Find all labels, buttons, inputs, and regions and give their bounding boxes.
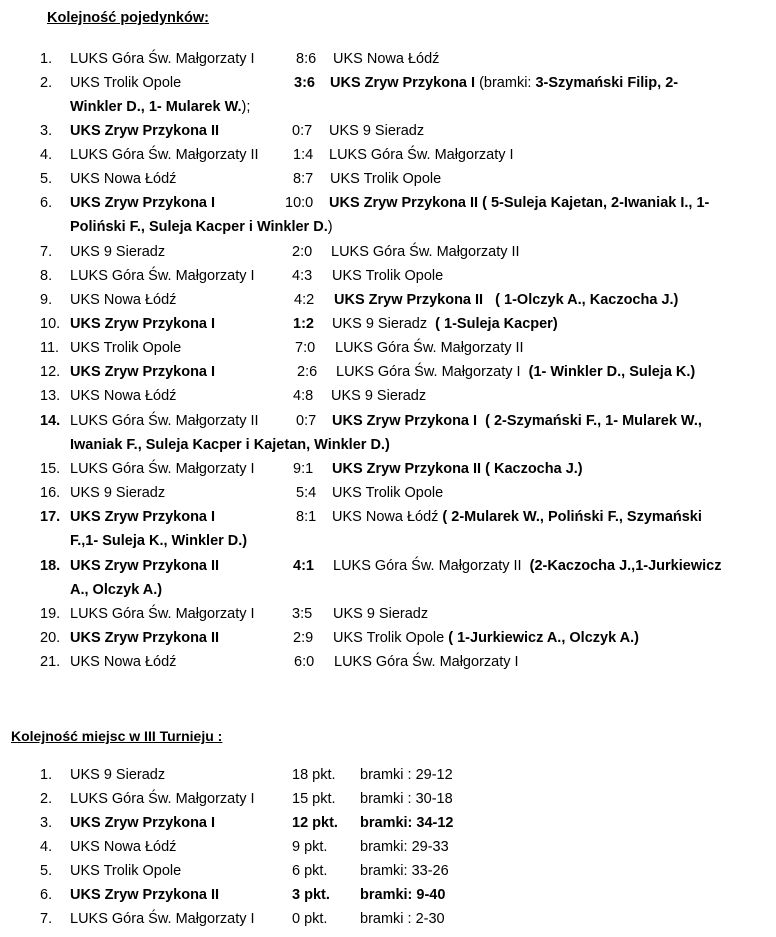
match-row — [0, 167, 776, 191]
match-row — [0, 336, 776, 360]
standings-row — [0, 811, 776, 835]
matches-heading: Kolejność pojedynków: — [47, 10, 209, 26]
match-number: 12. — [40, 364, 61, 380]
goal-scorers: Poliński F., Suleja Kacper i Winkler D. — [70, 219, 328, 235]
goals: bramki : 30-18 — [360, 791, 453, 807]
match-row — [0, 312, 776, 336]
match-row-continuation — [0, 215, 776, 239]
goal-scorers: (1- Winkler D., Suleja K.) — [528, 364, 696, 380]
score: 0:7 — [296, 413, 317, 429]
score: 6:0 — [294, 654, 315, 670]
match-row — [0, 554, 776, 578]
score: 4:2 — [294, 292, 315, 308]
home-team: LUKS Góra Św. Małgorzaty I — [70, 461, 255, 477]
goal-scorers: (2-Kaczocha J.,1-Jurkiewicz — [529, 558, 722, 574]
standings-row — [0, 763, 776, 787]
score: 4:1 — [293, 558, 314, 574]
points: 9 pkt. — [292, 839, 328, 855]
match-row — [0, 288, 776, 312]
away-team: LUKS Góra Św. Małgorzaty II — [335, 340, 524, 356]
closing-punct: ); — [241, 99, 251, 115]
match-number: 8. — [40, 268, 53, 284]
goal-scorers: ( 1-Suleja Kacper) — [435, 316, 558, 332]
team-name: UKS Trolik Opole — [70, 863, 182, 879]
match-row — [0, 71, 776, 95]
match-number: 18. — [40, 558, 61, 574]
match-number: 5. — [40, 171, 53, 187]
score: 1:4 — [293, 147, 314, 163]
goals-label: (bramki: — [475, 75, 536, 91]
match-row — [0, 384, 776, 408]
match-row — [0, 481, 776, 505]
home-team: UKS Trolik Opole — [70, 75, 182, 91]
match-row — [0, 505, 776, 529]
score: 2:6 — [297, 364, 318, 380]
standings-row — [0, 883, 776, 907]
place-number: 5. — [40, 863, 53, 879]
match-row — [0, 240, 776, 264]
match-number: 6. — [40, 195, 53, 211]
points: 18 pkt. — [292, 767, 336, 783]
away-team: UKS Trolik Opole — [333, 630, 445, 646]
goal-scorers: ( 1-Olczyk A., Kaczocha J.) — [495, 292, 679, 308]
match-number: 15. — [40, 461, 61, 477]
team-name: LUKS Góra Św. Małgorzaty I — [70, 791, 255, 807]
away-team: UKS Nowa Łódź — [332, 509, 439, 525]
closing-punct: ) — [327, 219, 333, 235]
away-team: LUKS Góra Św. Małgorzaty II — [333, 558, 522, 574]
home-team: UKS Zryw Przykona I — [70, 364, 216, 380]
away-team: LUKS Góra Św. Małgorzaty II — [331, 244, 520, 260]
place-number: 3. — [40, 815, 53, 831]
place-number: 1. — [40, 767, 53, 783]
points: 12 pkt. — [292, 815, 338, 831]
goal-scorers: ( Kaczocha J.) — [485, 461, 583, 477]
standings-row — [0, 787, 776, 811]
score: 4:3 — [292, 268, 313, 284]
home-team: UKS Nowa Łódź — [70, 292, 177, 308]
score: 8:6 — [296, 51, 317, 67]
match-number: 7. — [40, 244, 53, 260]
match-row — [0, 47, 776, 71]
home-team: UKS Nowa Łódź — [70, 388, 177, 404]
score: 7:0 — [295, 340, 316, 356]
goals: bramki: 9-40 — [360, 887, 446, 903]
goal-scorers: Winkler D., 1- Mularek W. — [70, 99, 242, 115]
home-team: UKS Nowa Łódź — [70, 171, 177, 187]
team-name: UKS Nowa Łódź — [70, 839, 177, 855]
home-team: UKS Zryw Przykona I — [70, 195, 216, 211]
match-number: 13. — [40, 388, 61, 404]
goals: bramki: 33-26 — [360, 863, 449, 879]
score: 2:9 — [293, 630, 314, 646]
place-number: 4. — [40, 839, 53, 855]
score: 8:7 — [293, 171, 314, 187]
home-team: LUKS Góra Św. Małgorzaty I — [70, 268, 255, 284]
match-number: 4. — [40, 147, 53, 163]
match-row — [0, 119, 776, 143]
match-number: 17. — [40, 509, 61, 525]
match-row — [0, 360, 776, 384]
match-number: 1. — [40, 51, 53, 67]
score: 0:7 — [292, 123, 313, 139]
match-row — [0, 191, 776, 215]
home-team: UKS 9 Sieradz — [70, 485, 166, 501]
team-name: UKS Zryw Przykona I — [70, 815, 216, 831]
match-row — [0, 457, 776, 481]
match-number: 9. — [40, 292, 53, 308]
away-team: UKS 9 Sieradz — [331, 388, 427, 404]
away-team: UKS 9 Sieradz — [332, 316, 428, 332]
match-number: 10. — [40, 316, 61, 332]
score: 9:1 — [293, 461, 314, 477]
home-team: LUKS Góra Św. Małgorzaty II — [70, 147, 259, 163]
match-number: 2. — [40, 75, 53, 91]
points: 15 pkt. — [292, 791, 336, 807]
match-number: 3. — [40, 123, 53, 139]
standings-row — [0, 859, 776, 883]
score: 3:5 — [292, 606, 313, 622]
standings-heading: Kolejność miejsc w III Turnieju : — [11, 728, 223, 744]
points: 0 pkt. — [292, 911, 328, 927]
away-team: UKS Trolik Opole — [330, 171, 442, 187]
place-number: 7. — [40, 911, 53, 927]
home-team: UKS Zryw Przykona II — [70, 558, 220, 574]
place-number: 2. — [40, 791, 53, 807]
home-team: UKS 9 Sieradz — [70, 244, 166, 260]
goals: bramki : 2-30 — [360, 911, 445, 927]
away-team: UKS Zryw Przykona I — [330, 75, 476, 91]
goals: bramki: 34-12 — [360, 815, 454, 831]
score: 8:1 — [296, 509, 317, 525]
score: 2:0 — [292, 244, 313, 260]
away-team: LUKS Góra Św. Małgorzaty I — [329, 147, 514, 163]
home-team: UKS Zryw Przykona I — [70, 316, 216, 332]
away-team: UKS 9 Sieradz — [329, 123, 425, 139]
goal-scorers: ( 1-Jurkiewicz A., Olczyk A.) — [448, 630, 639, 646]
match-row-continuation — [0, 529, 776, 553]
match-row — [0, 143, 776, 167]
team-name: UKS Zryw Przykona II — [70, 887, 220, 903]
place-number: 6. — [40, 887, 53, 903]
goal-scorers: ( 2-Szymański F., 1- Mularek W., — [485, 413, 702, 429]
match-row-continuation — [0, 578, 776, 602]
goals: bramki : 29-12 — [360, 767, 453, 783]
goal-scorers: 3-Szymański Filip, 2- — [535, 75, 679, 91]
home-team: LUKS Góra Św. Małgorzaty II — [70, 413, 259, 429]
goal-scorers: ( 5-Suleja Kajetan, 2-Iwaniak I., 1- — [482, 195, 710, 211]
team-name: LUKS Góra Św. Małgorzaty I — [70, 911, 255, 927]
team-name: UKS 9 Sieradz — [70, 767, 166, 783]
match-number: 21. — [40, 654, 61, 670]
home-team: UKS Trolik Opole — [70, 340, 182, 356]
away-team: LUKS Góra Św. Małgorzaty I — [334, 654, 519, 670]
match-row-continuation — [0, 95, 776, 119]
away-team: UKS Zryw Przykona II — [334, 292, 484, 308]
match-row — [0, 626, 776, 650]
score: 1:2 — [293, 316, 314, 332]
score: 3:6 — [294, 75, 315, 91]
away-team: LUKS Góra Św. Małgorzaty I — [336, 364, 521, 380]
standings-row — [0, 907, 776, 931]
match-number: 19. — [40, 606, 61, 622]
points: 3 pkt. — [292, 887, 330, 903]
points: 6 pkt. — [292, 863, 328, 879]
away-team: UKS Trolik Opole — [332, 268, 444, 284]
match-row — [0, 650, 776, 674]
goal-scorers: Iwaniak F., Suleja Kacper i Kajetan, Winkler D.) — [70, 437, 390, 453]
goal-scorers: F.,1- Suleja K., Winkler D.) — [70, 533, 248, 549]
home-team: UKS Zryw Przykona II — [70, 123, 220, 139]
home-team: LUKS Góra Św. Małgorzaty I — [70, 51, 255, 67]
away-team: UKS 9 Sieradz — [333, 606, 429, 622]
home-team: UKS Zryw Przykona II — [70, 630, 220, 646]
match-row-continuation — [0, 433, 776, 457]
home-team: LUKS Góra Św. Małgorzaty I — [70, 606, 255, 622]
match-number: 14. — [40, 413, 61, 429]
score: 4:8 — [293, 388, 314, 404]
match-number: 11. — [40, 340, 60, 356]
away-team: UKS Trolik Opole — [332, 485, 444, 501]
standings-row — [0, 835, 776, 859]
home-team: UKS Nowa Łódź — [70, 654, 177, 670]
home-team: UKS Zryw Przykona I — [70, 509, 216, 525]
match-row — [0, 602, 776, 626]
goal-scorers: ( 2-Mularek W., Poliński F., Szymański — [442, 509, 702, 525]
goal-scorers: A., Olczyk A.) — [70, 582, 163, 598]
score: 10:0 — [285, 195, 314, 211]
match-number: 20. — [40, 630, 61, 646]
match-row — [0, 264, 776, 288]
away-team: UKS Zryw Przykona I — [332, 413, 478, 429]
away-team: UKS Zryw Przykona II — [332, 461, 482, 477]
match-number: 16. — [40, 485, 61, 501]
away-team: UKS Zryw Przykona II — [329, 195, 479, 211]
goals: bramki: 29-33 — [360, 839, 449, 855]
away-team: UKS Nowa Łódź — [333, 51, 440, 67]
score: 5:4 — [296, 485, 317, 501]
match-row — [0, 409, 776, 433]
